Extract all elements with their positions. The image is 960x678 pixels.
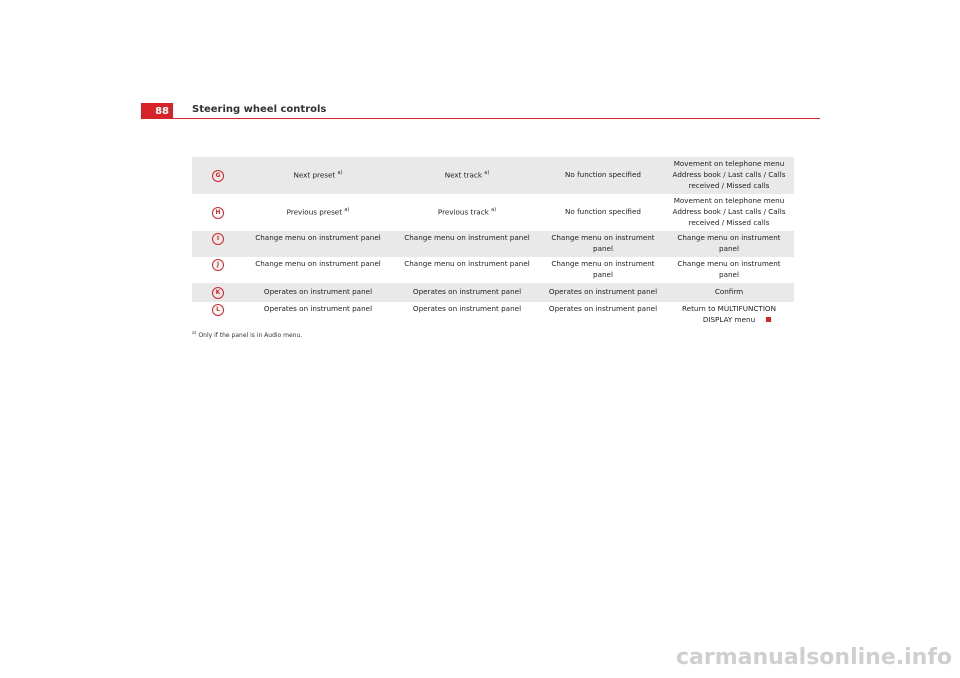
table-cell: Movement on telephone menu Address book / Last calls / Calls received / Missed calls xyxy=(664,194,794,231)
key-badge-i: I xyxy=(212,233,224,245)
table-cell: Next track $^{a)}$ xyxy=(392,157,542,194)
table-cell: Change menu on instrument panel xyxy=(244,231,392,257)
table-cell: Change menu on instrument panel xyxy=(392,231,542,257)
table-cell: No function specified xyxy=(542,194,664,231)
table-cell: Operates on instrument panel xyxy=(392,302,542,331)
table-cell: Change menu on instrument panel xyxy=(542,231,664,257)
page-number: 88 xyxy=(141,103,173,119)
table-row xyxy=(192,194,794,231)
table-row xyxy=(192,157,794,194)
key-badge-g: G xyxy=(212,170,224,182)
footnote-marker: a) xyxy=(192,331,197,336)
table-cell: Movement on telephone menu Address book / Last calls / Calls received / Missed calls xyxy=(664,157,794,194)
table-cell: Operates on instrument panel xyxy=(542,283,664,302)
watermark: carmanualsonline.info xyxy=(676,645,952,670)
table-cell: Previous track $^{a)}$ xyxy=(392,194,542,231)
table-cell: Change menu on instrument panel xyxy=(664,231,794,257)
table-row xyxy=(192,231,794,257)
table-cell: Next preset $^{a)}$ xyxy=(244,157,392,194)
table-cell: Change menu on instrument panel xyxy=(392,257,542,283)
header-divider xyxy=(141,118,820,119)
table-cell: Operates on instrument panel xyxy=(244,283,392,302)
table-cell: Change menu on instrument panel xyxy=(664,257,794,283)
key-badge-h: H xyxy=(212,207,224,219)
table-cell: Change menu on instrument panel xyxy=(542,257,664,283)
table-cell: Previous preset $^{a)}$ xyxy=(244,194,392,231)
table-cell: Operates on instrument panel xyxy=(244,302,392,331)
table-row xyxy=(192,283,794,302)
key-badge-l: L xyxy=(212,304,224,316)
table-cell: Confirm xyxy=(664,283,794,302)
table-cell: Operates on instrument panel xyxy=(392,283,542,302)
footnote xyxy=(192,331,302,339)
table-cell: No function specified xyxy=(542,157,664,194)
table-cell: Change menu on instrument panel xyxy=(244,257,392,283)
controls-table xyxy=(192,157,794,331)
table-cell: Return to MULTIFUNCTION DISPLAY menu xyxy=(664,302,794,331)
end-of-section-marker xyxy=(766,317,771,322)
table-row xyxy=(192,302,794,331)
table-row xyxy=(192,257,794,283)
table-cell: Operates on instrument panel xyxy=(542,302,664,331)
page-title: Steering wheel controls xyxy=(192,104,327,115)
footnote-text: Only if the panel is in Audio menu. xyxy=(198,332,303,339)
key-badge-k: K xyxy=(212,287,224,299)
key-badge-j: J xyxy=(212,259,224,271)
